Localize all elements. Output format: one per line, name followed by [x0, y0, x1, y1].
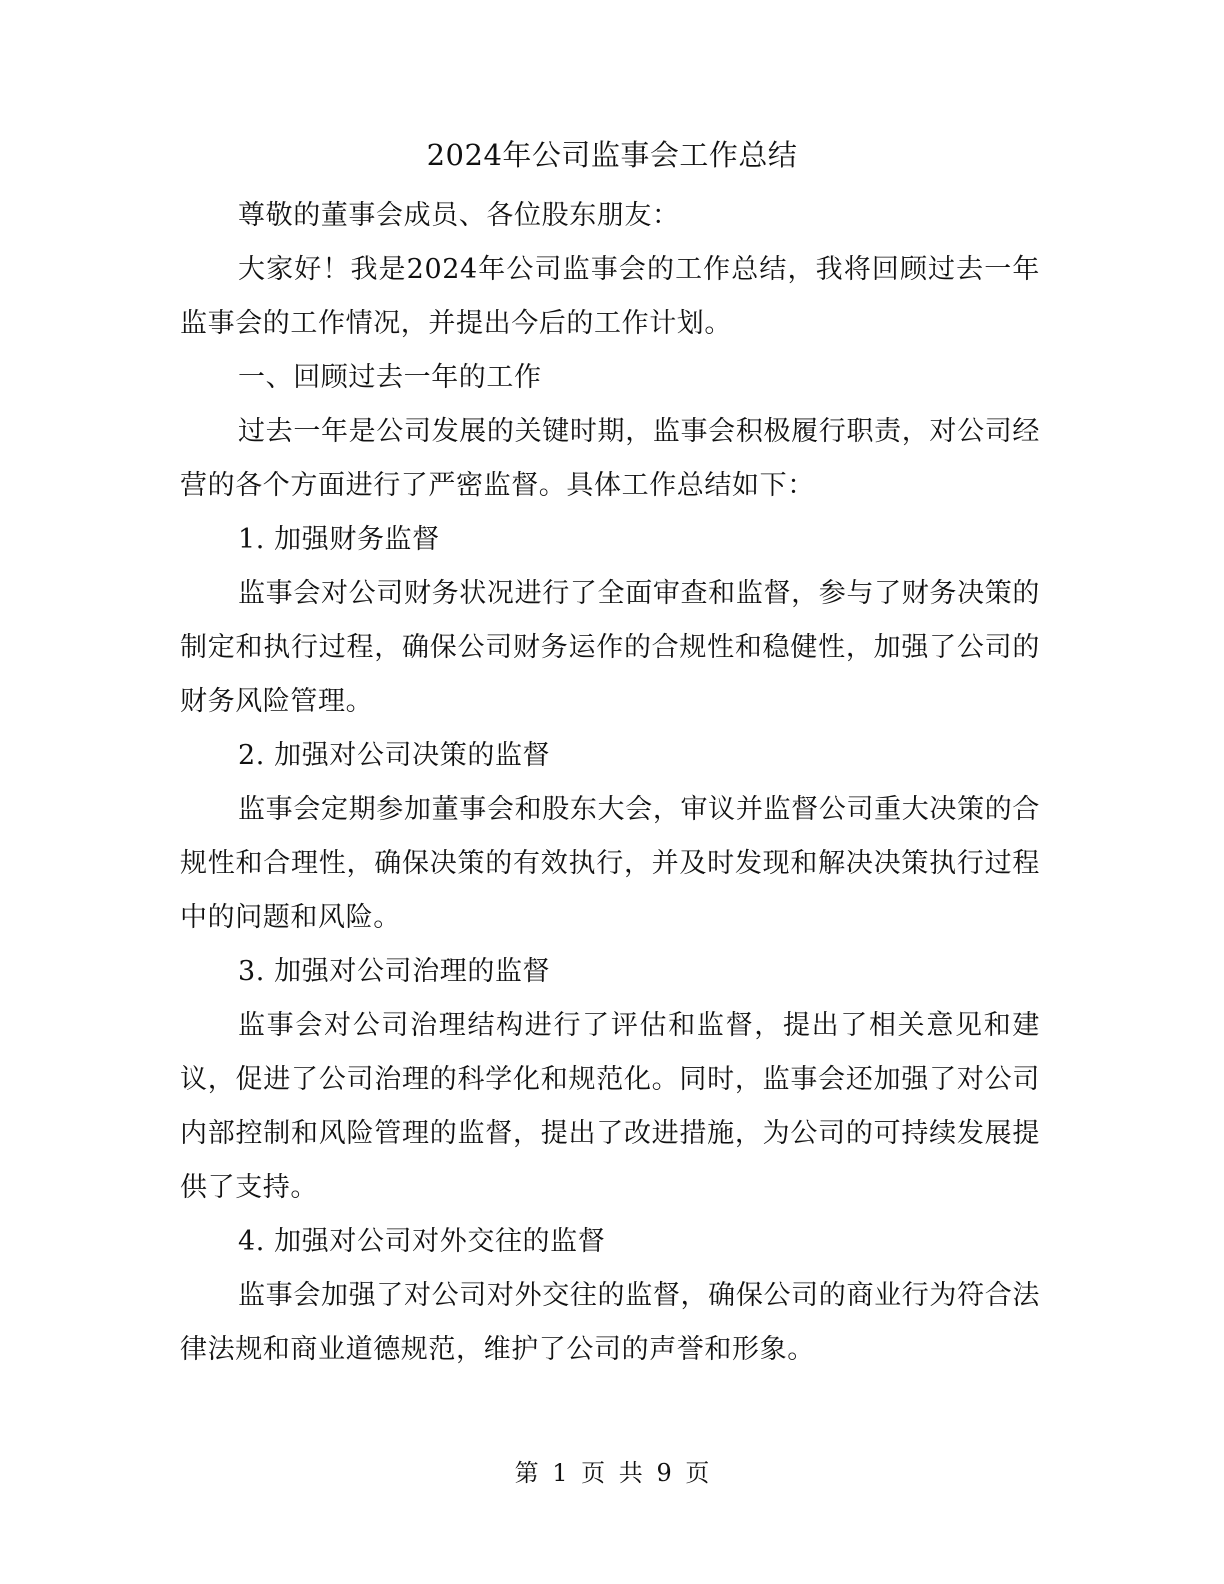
item-paragraph-external: 监事会加强了对公司对外交往的监督，确保公司的商业行为符合法律法规和商业道德规范，维护了公司的声誉和形象。	[180, 1280, 1040, 1365]
item-paragraph-governance: 监事会对公司治理结构进行了评估和监督，提出了相关意见和建议，促进了公司治理的科学化和规范化。同时，监事会还加强了对公司内部控制和风险管理的监督，提出了改进措施，为公司的可持续发展提供了支持。	[180, 1010, 1040, 1203]
document-title: 2024年公司监事会工作总结	[426, 138, 798, 172]
item-heading-governance: 3. 加强对公司治理的监督	[238, 956, 551, 987]
page-number-footer: 第 1 页 共 9 页	[514, 1459, 710, 1487]
intro-paragraph: 大家好！我是2024年公司监事会的工作总结，我将回顾过去一年监事会的工作情况，并提出今后的工作计划。	[180, 254, 1040, 339]
item-heading-external: 4. 加强对公司对外交往的监督	[238, 1226, 606, 1257]
document-body	[180, 189, 1040, 1377]
greeting-paragraph: 尊敬的董事会成员、各位股东朋友：	[238, 200, 680, 231]
item-heading-finance: 1. 加强财务监督	[238, 524, 440, 555]
section-summary-paragraph: 过去一年是公司发展的关键时期，监事会积极履行职责，对公司经营的各个方面进行了严密监督。具体工作总结如下：	[180, 416, 1040, 501]
item-paragraph-decisions: 监事会定期参加董事会和股东大会，审议并监督公司重大决策的合规性和合理性，确保决策的有效执行，并及时发现和解决决策执行过程中的问题和风险。	[180, 794, 1040, 933]
item-paragraph-finance: 监事会对公司财务状况进行了全面审查和监督，参与了财务决策的制定和执行过程，确保公司财务运作的合规性和稳健性，加强了公司的财务风险管理。	[180, 578, 1040, 717]
section-heading: 一、回顾过去一年的工作	[238, 362, 542, 393]
item-heading-decisions: 2. 加强对公司决策的监督	[238, 740, 551, 771]
